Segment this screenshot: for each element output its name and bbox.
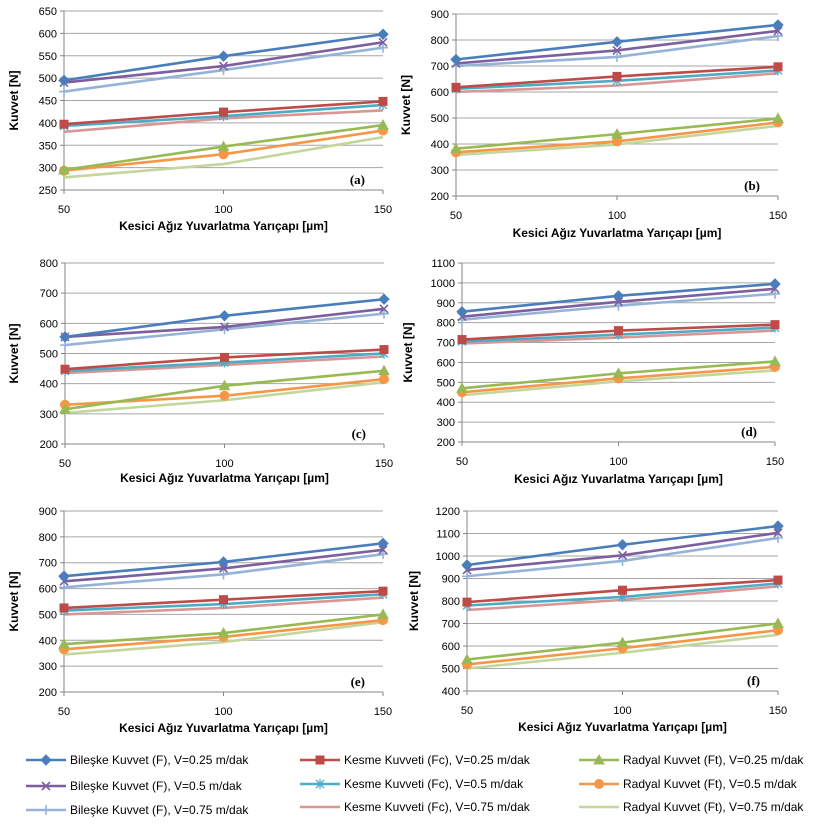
x-tick-label: 100 xyxy=(215,458,234,470)
x-tick-label: 50 xyxy=(460,705,474,717)
x-tick-label: 100 xyxy=(613,705,632,717)
data-point xyxy=(774,63,782,71)
y-tick-label: 300 xyxy=(39,408,58,421)
data-point xyxy=(60,604,68,612)
y-tick-label: 1000 xyxy=(430,277,455,290)
data-point xyxy=(220,108,228,116)
x-tick-label: 100 xyxy=(214,706,233,718)
y-tick-label: 250 xyxy=(38,185,57,197)
y-tick-label: 400 xyxy=(436,397,455,410)
legend-swatch xyxy=(577,753,621,767)
y-tick-label: 800 xyxy=(38,531,57,544)
legend-swatch xyxy=(298,777,342,791)
data-series xyxy=(463,529,782,574)
panel-label: (c) xyxy=(351,426,366,441)
panel-label: (b) xyxy=(744,178,760,193)
legend-label: Radyal Kuvvet (Ft), V=0.5 m/dak xyxy=(623,777,797,791)
legend-item xyxy=(577,797,803,817)
y-axis-title: Kuvvet [N] xyxy=(399,74,413,136)
y-tick-label: 900 xyxy=(430,9,449,21)
legend-item xyxy=(298,774,523,794)
y-tick-label: 300 xyxy=(430,165,449,177)
y-tick-label: 500 xyxy=(39,348,58,361)
y-tick-label: 800 xyxy=(430,35,449,47)
legend-swatch xyxy=(577,777,621,791)
data-point xyxy=(219,51,229,61)
y-tick-label: 600 xyxy=(436,357,455,370)
legend-swatch xyxy=(24,779,68,793)
data-point xyxy=(613,72,621,80)
y-tick-label: 700 xyxy=(436,337,455,350)
series-line xyxy=(64,42,383,82)
legend-swatch xyxy=(298,753,342,767)
data-point xyxy=(618,556,628,566)
data-point xyxy=(59,75,69,85)
legend xyxy=(20,748,830,826)
panel-label: (e) xyxy=(350,674,365,689)
y-tick-label: 700 xyxy=(430,61,449,73)
data-point xyxy=(61,365,69,373)
x-axis-title: Kesici Ağız Yuvarlatma Yarıçapı [µm] xyxy=(120,471,329,485)
data-point xyxy=(41,805,51,815)
data-series xyxy=(451,114,783,153)
legend-item xyxy=(24,776,242,796)
y-tick-label: 200 xyxy=(430,191,449,203)
data-point xyxy=(379,294,389,304)
y-tick-label: 400 xyxy=(441,686,460,698)
y-tick-label: 500 xyxy=(430,113,449,125)
x-tick-label: 50 xyxy=(58,458,72,470)
data-point xyxy=(618,540,628,550)
y-tick-label: 550 xyxy=(38,50,57,63)
legend-swatch xyxy=(24,753,68,767)
data-point xyxy=(220,391,229,400)
y-tick-label: 700 xyxy=(39,288,58,301)
x-axis-title: Kesici Ağız Yuvarlatma Yarıçapı [µm] xyxy=(119,219,328,233)
y-tick-label: 650 xyxy=(38,6,57,18)
data-point xyxy=(774,576,782,584)
data-point xyxy=(59,87,69,97)
x-axis-title: Kesici Ağız Yuvarlatma Yarıçapı [µm] xyxy=(518,720,727,734)
legend-label: Radyal Kuvvet (Ft), V=0.75 m/dak xyxy=(623,800,804,814)
y-tick-label: 400 xyxy=(38,117,57,130)
data-point xyxy=(379,587,387,595)
chart-panel xyxy=(401,258,784,486)
y-tick-label: 400 xyxy=(430,139,449,151)
legend-label: Bileşke Kuvvet (F), V=0.5 m/dak xyxy=(70,779,242,793)
legend-item xyxy=(577,774,797,794)
y-tick-label: 500 xyxy=(38,609,57,622)
legend-label: Kesme Kuvveti (Fc), V=0.5 m/dak xyxy=(344,777,524,791)
data-point xyxy=(316,756,324,764)
legend-label: Bileşke Kuvvet (F), V=0.75 m/dak xyxy=(70,803,249,817)
data-point xyxy=(221,353,229,361)
y-tick-label: 500 xyxy=(441,663,460,676)
y-tick-label: 600 xyxy=(38,28,57,41)
legend-item xyxy=(24,750,248,770)
data-point xyxy=(458,336,466,344)
legend-label: Bileşke Kuvvet (F), V=0.25 m/dak xyxy=(70,753,249,767)
data-series xyxy=(60,38,387,86)
y-axis-title: Kuvvet [N] xyxy=(401,322,415,383)
legend-swatch xyxy=(298,800,342,814)
x-tick-label: 150 xyxy=(768,210,788,222)
panel-label: (a) xyxy=(349,172,365,187)
y-tick-label: 400 xyxy=(39,378,58,391)
y-tick-label: 450 xyxy=(38,95,57,108)
data-point xyxy=(59,571,69,581)
data-point xyxy=(770,279,780,289)
y-axis-title: Kuvvet [N] xyxy=(7,70,21,131)
legend-item xyxy=(298,797,530,817)
y-tick-label: 500 xyxy=(436,377,455,390)
y-tick-label: 1100 xyxy=(431,258,455,270)
y-tick-label: 600 xyxy=(39,318,58,331)
y-tick-label: 600 xyxy=(441,641,460,653)
y-tick-label: 300 xyxy=(436,417,455,430)
data-point xyxy=(378,43,388,53)
legend-swatch xyxy=(577,800,621,814)
chart-panel xyxy=(7,6,392,233)
data-point xyxy=(220,311,230,321)
y-axis-title: Kuvvet [N] xyxy=(7,323,21,384)
y-tick-label: 700 xyxy=(38,557,57,570)
data-point xyxy=(60,120,68,128)
legend-swatch xyxy=(24,803,68,817)
y-tick-label: 500 xyxy=(38,73,57,86)
data-series xyxy=(60,366,389,414)
x-tick-label: 50 xyxy=(57,706,71,718)
data-point xyxy=(463,598,471,606)
data-point xyxy=(380,375,389,384)
data-point xyxy=(619,586,627,594)
chart-panel xyxy=(7,506,392,735)
y-tick-label: 200 xyxy=(39,439,58,451)
y-tick-label: 200 xyxy=(436,437,455,449)
y-tick-label: 300 xyxy=(38,661,57,674)
y-tick-label: 600 xyxy=(38,583,57,596)
y-tick-label: 1200 xyxy=(435,506,460,518)
data-point xyxy=(615,327,623,335)
x-tick-label: 100 xyxy=(609,456,628,468)
x-axis-title: Kesici Ağız Yuvarlatma Yarıçapı [µm] xyxy=(119,721,328,735)
panel-label: (d) xyxy=(741,424,757,439)
x-axis-title: Kesici Ağız Yuvarlatma Yarıçapı [µm] xyxy=(514,472,723,486)
y-tick-label: 700 xyxy=(441,618,460,631)
data-point xyxy=(595,780,604,789)
x-tick-label: 150 xyxy=(768,705,788,717)
y-tick-label: 1000 xyxy=(435,551,460,563)
y-tick-label: 400 xyxy=(38,635,57,648)
chart-panel xyxy=(399,9,787,240)
panel-label: (f) xyxy=(747,673,760,688)
y-axis-title: Kuvvet [N] xyxy=(407,570,421,632)
data-point xyxy=(379,97,387,105)
legend-item xyxy=(24,800,248,820)
y-tick-label: 800 xyxy=(436,317,455,330)
x-axis-title: Kesici Ağız Yuvarlatma Yarıçapı [µm] xyxy=(512,226,722,240)
y-axis-title: Kuvvet [N] xyxy=(7,571,21,632)
data-point xyxy=(380,346,388,354)
x-tick-label: 50 xyxy=(455,456,469,468)
y-tick-label: 900 xyxy=(441,573,460,586)
legend-label: Kesme Kuvveti (Fc), V=0.75 m/dak xyxy=(344,800,530,814)
legend-item xyxy=(298,750,530,770)
data-point xyxy=(771,321,779,329)
x-tick-label: 150 xyxy=(765,456,785,468)
y-tick-label: 900 xyxy=(38,506,57,518)
x-tick-label: 100 xyxy=(607,210,627,222)
chart-panel xyxy=(7,258,393,485)
y-tick-label: 1100 xyxy=(436,528,460,541)
y-tick-label: 600 xyxy=(430,87,449,99)
x-tick-label: 150 xyxy=(374,458,394,470)
x-tick-label: 50 xyxy=(57,204,71,216)
x-tick-label: 150 xyxy=(373,706,393,718)
x-tick-label: 50 xyxy=(449,210,463,222)
data-point xyxy=(452,83,460,91)
data-series xyxy=(463,626,783,669)
data-point xyxy=(378,29,388,39)
legend-label: Kesme Kuvveti (Fc), V=0.25 m/dak xyxy=(344,753,530,767)
y-tick-label: 900 xyxy=(436,297,455,310)
y-tick-label: 800 xyxy=(441,596,460,608)
x-tick-label: 100 xyxy=(214,204,233,216)
x-tick-label: 150 xyxy=(373,204,393,216)
y-tick-label: 800 xyxy=(39,258,58,270)
legend-label: Radyal Kuvvet (Ft), V=0.25 m/dak xyxy=(623,753,804,767)
data-point xyxy=(220,596,228,604)
y-tick-label: 300 xyxy=(38,162,57,175)
y-tick-label: 350 xyxy=(38,140,57,153)
data-point xyxy=(612,37,622,47)
chart-panel xyxy=(407,506,787,734)
y-tick-label: 200 xyxy=(38,687,57,699)
data-point xyxy=(41,755,51,765)
legend-item xyxy=(577,750,803,770)
